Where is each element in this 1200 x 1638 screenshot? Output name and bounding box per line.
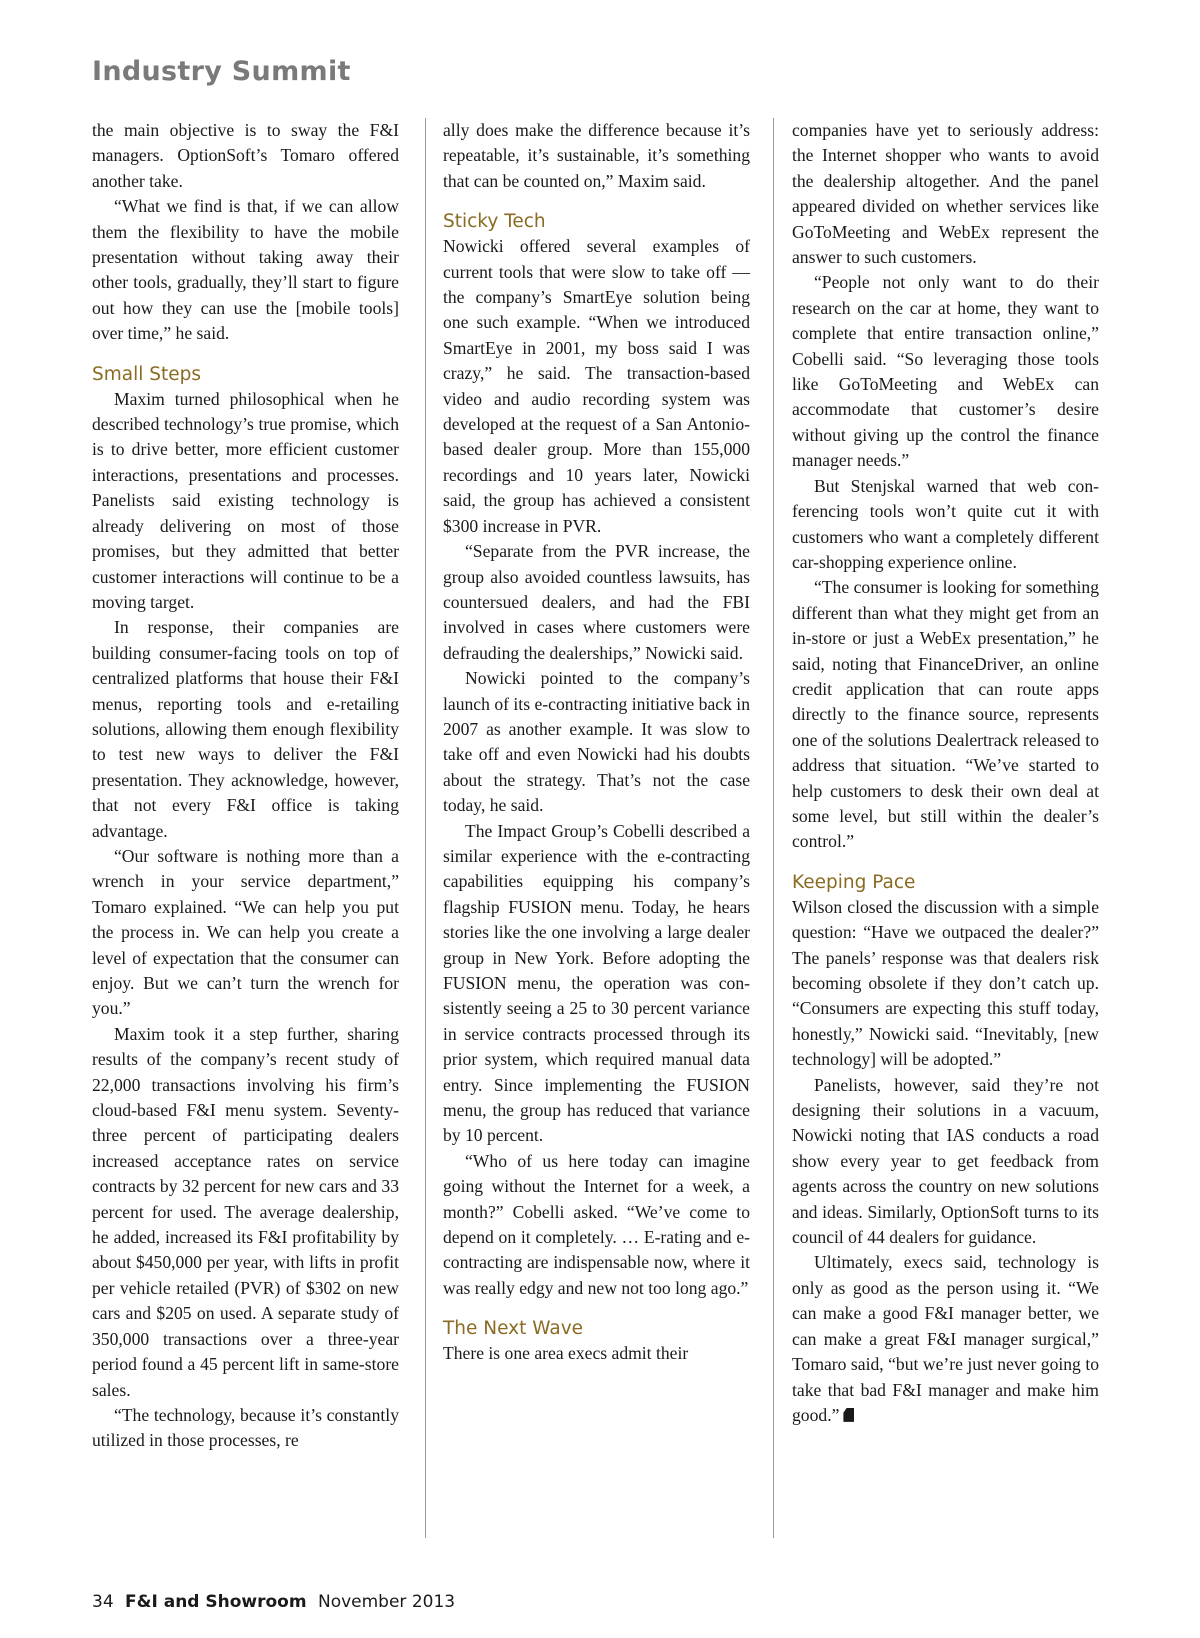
paragraph: Panelists, however, said they’re not designing their solutions in a vacuum, Nowicki noting that IAS conducts a road show every year to get feedback from agents across the country on new solutions and ideas. Similarly, OptionSoft turns to its council of 44 dealers for guidance. bbox=[792, 1074, 1099, 1248]
paragraph: Maxim took it a step further, sharing results of the company’s recent study of 22,000 transactions involving his firm’s cloud-based F&I menu system. Seventy-three percent of participating dealers increased acceptance rates on service contracts by 32 percent for new cars and 33 percent for used. The average dealership, he added, increased its F&I profitability by about $450,000 per year, with lifts in profit per vehicle retailed (PVR) of $302 on new cars and $205 on used. A separate study of 350,000 transactions over a three-year period found a 45 percent lift in same-store sales. bbox=[92, 1023, 399, 1400]
page-footer bbox=[92, 1592, 455, 1612]
subheading-next-wave: The Next Wave bbox=[443, 1318, 584, 1340]
subheading-keeping-pace: Keeping Pace bbox=[792, 871, 916, 893]
paragraph: companies have yet to seriously address: the Internet shopper who wants to avoid the dealership altogether. And the panel appeared divided on whether services like GoToMeeting and WebEx represent the answer to such customers. bbox=[792, 120, 1099, 268]
article-column-3 bbox=[792, 118, 1099, 1428]
paragraph: the main objective is to sway the F&I managers. OptionSoft’s Tomaro offered another take. bbox=[92, 120, 399, 191]
paragraph: “The technology, because it’s constantly utilized in those processes, re bbox=[92, 1404, 399, 1451]
paragraph: There is one area execs admit their bbox=[443, 1343, 689, 1364]
paragraph: Maxim turned philosophical when he described technology’s true promise, which is to drive better, more efficient customer interactions, presentations and processes. Panelists said existing technology is already delivering on most of those promises, but they admitted that better customer interactions will continue to be a moving target. bbox=[92, 388, 399, 612]
paragraph: “People not only want to do their research on the car at home, they want to complete that entire transaction online,” Cobelli said. “So leveraging those tools like GoToMeeting and WebEx can accommodate that customer’s desire without giving up the control the finance manager needs.” bbox=[792, 272, 1099, 471]
paragraph: Nowicki offered several examples of current tools that were slow to take off — the company’s SmartEye solution being one such example. “When we introduced SmartEye in 2001, my boss said I was crazy,” he said. The transaction-based video and audio recording system was developed at the request of a San Antonio-based dealer group. More than 155,000 recordings and 10 years later, Nowicki said, the group has achieved a consistent $300 increase in PVR. bbox=[443, 236, 750, 536]
column-divider-2 bbox=[773, 118, 774, 1538]
paragraph: “The consumer is looking for something different than what they might get from an in-store or just a WebEx presentation,” he said, noting that FinanceDriver, an online credit application that can route apps directly to the finance source, represents one of the solutions Dealertrack released to address that situation. “We’ve started to help customers to desk their own deal at some level, but still within the dealer’s control.” bbox=[792, 577, 1099, 852]
final-paragraph-text: Ultimately, execs said, technology is only as good as the person using it. “We can make a good F&I manager better, we can make a great F&I manager surgical,” Tomaro said, “but we’re just never going to take that bad F&I manager and make him good.” bbox=[792, 1252, 1099, 1425]
section-title: Industry Summit bbox=[92, 56, 351, 87]
paragraph: Nowicki pointed to the company’s launch of its e-contracting initiative back in 2007 as another example. It was slow to take off and even Nowicki had his doubts about the strategy. That’s not the case today, he said. bbox=[443, 668, 750, 816]
paragraph: ally does make the difference because it’s repeatable, it’s sustainable, it’s something that can be counted on,” Maxim said. bbox=[443, 120, 750, 191]
paragraph: Wilson closed the discussion with a simple question: “Have we outpaced the dealer?” The panels’ response was that dealers risk becoming obsolete if they don’t catch up. “Consumers are expecting this stuff today, honestly,” Nowicki said. “Inevitably, [new technology] will be adopted.” bbox=[792, 896, 1099, 1070]
column-divider-1 bbox=[425, 118, 426, 1538]
article-column-2 bbox=[443, 118, 750, 1367]
magazine-name: F&I and Showroom bbox=[125, 1592, 307, 1612]
paragraph: “What we find is that, if we can allow them the flexibility to have the mobile presentation without taking away their other tools, gradually, they’ll start to figure out how they can use the [mobile tools] over time,” he said. bbox=[92, 196, 399, 344]
article-column-1 bbox=[92, 118, 399, 1454]
paragraph: “Separate from the PVR increase, the group also avoided countless lawsuits, has countersued dealers, and had the FBI involved in cases where customers were defrauding the dealerships,” Nowicki said. bbox=[443, 541, 750, 663]
issue-date: November 2013 bbox=[317, 1592, 456, 1612]
subheading-sticky-tech: Sticky Tech bbox=[443, 211, 546, 233]
subheading-small-steps: Small Steps bbox=[92, 363, 202, 385]
paragraph: “Who of us here today can imagine going without the Internet for a week, a month?” Cobelli asked. “We’ve come to depend on it completely. … E-rating and e-contracting are indispensable now, where it was really edgy and new not too long ago.” bbox=[443, 1150, 750, 1298]
paragraph-final bbox=[792, 1250, 1099, 1428]
paragraph: But Stenjskal warned that web conferencing tools won’t quite cut it with customers who want a completely different car-shopping experience online. bbox=[792, 475, 1099, 572]
end-of-article-icon bbox=[843, 1408, 854, 1422]
page-number: 34 bbox=[92, 1592, 114, 1612]
paragraph: The Impact Group’s Cobelli described a similar experience with the e-contracting capabilities equipping his company’s flagship FUSION menu. Today, he hears stories like the one involving a large dealer group in New York. Before adopting the FUSION menu, the operation was consistently seeing a 25 to 30 percent variance in service contracts processed through its prior system, which required manual data entry. Since implementing the FUSION menu, the group has reduced that variance by 10 percent. bbox=[443, 820, 750, 1146]
paragraph: “Our software is nothing more than a wrench in your service department,” Tomaro explained. “We can help you put the process in. We can help you create a level of expectation that the consumer can enjoy. But we can’t turn the wrench for you.” bbox=[92, 845, 399, 1019]
paragraph: In response, their companies are building consumer-facing tools on top of centralized platforms that house their F&I menus, reporting tools and e-retailing solutions, allowing them enough flexibility to test new ways to deliver the F&I presentation. They acknowledge, however, that not every F&I office is taking advantage. bbox=[92, 617, 399, 841]
